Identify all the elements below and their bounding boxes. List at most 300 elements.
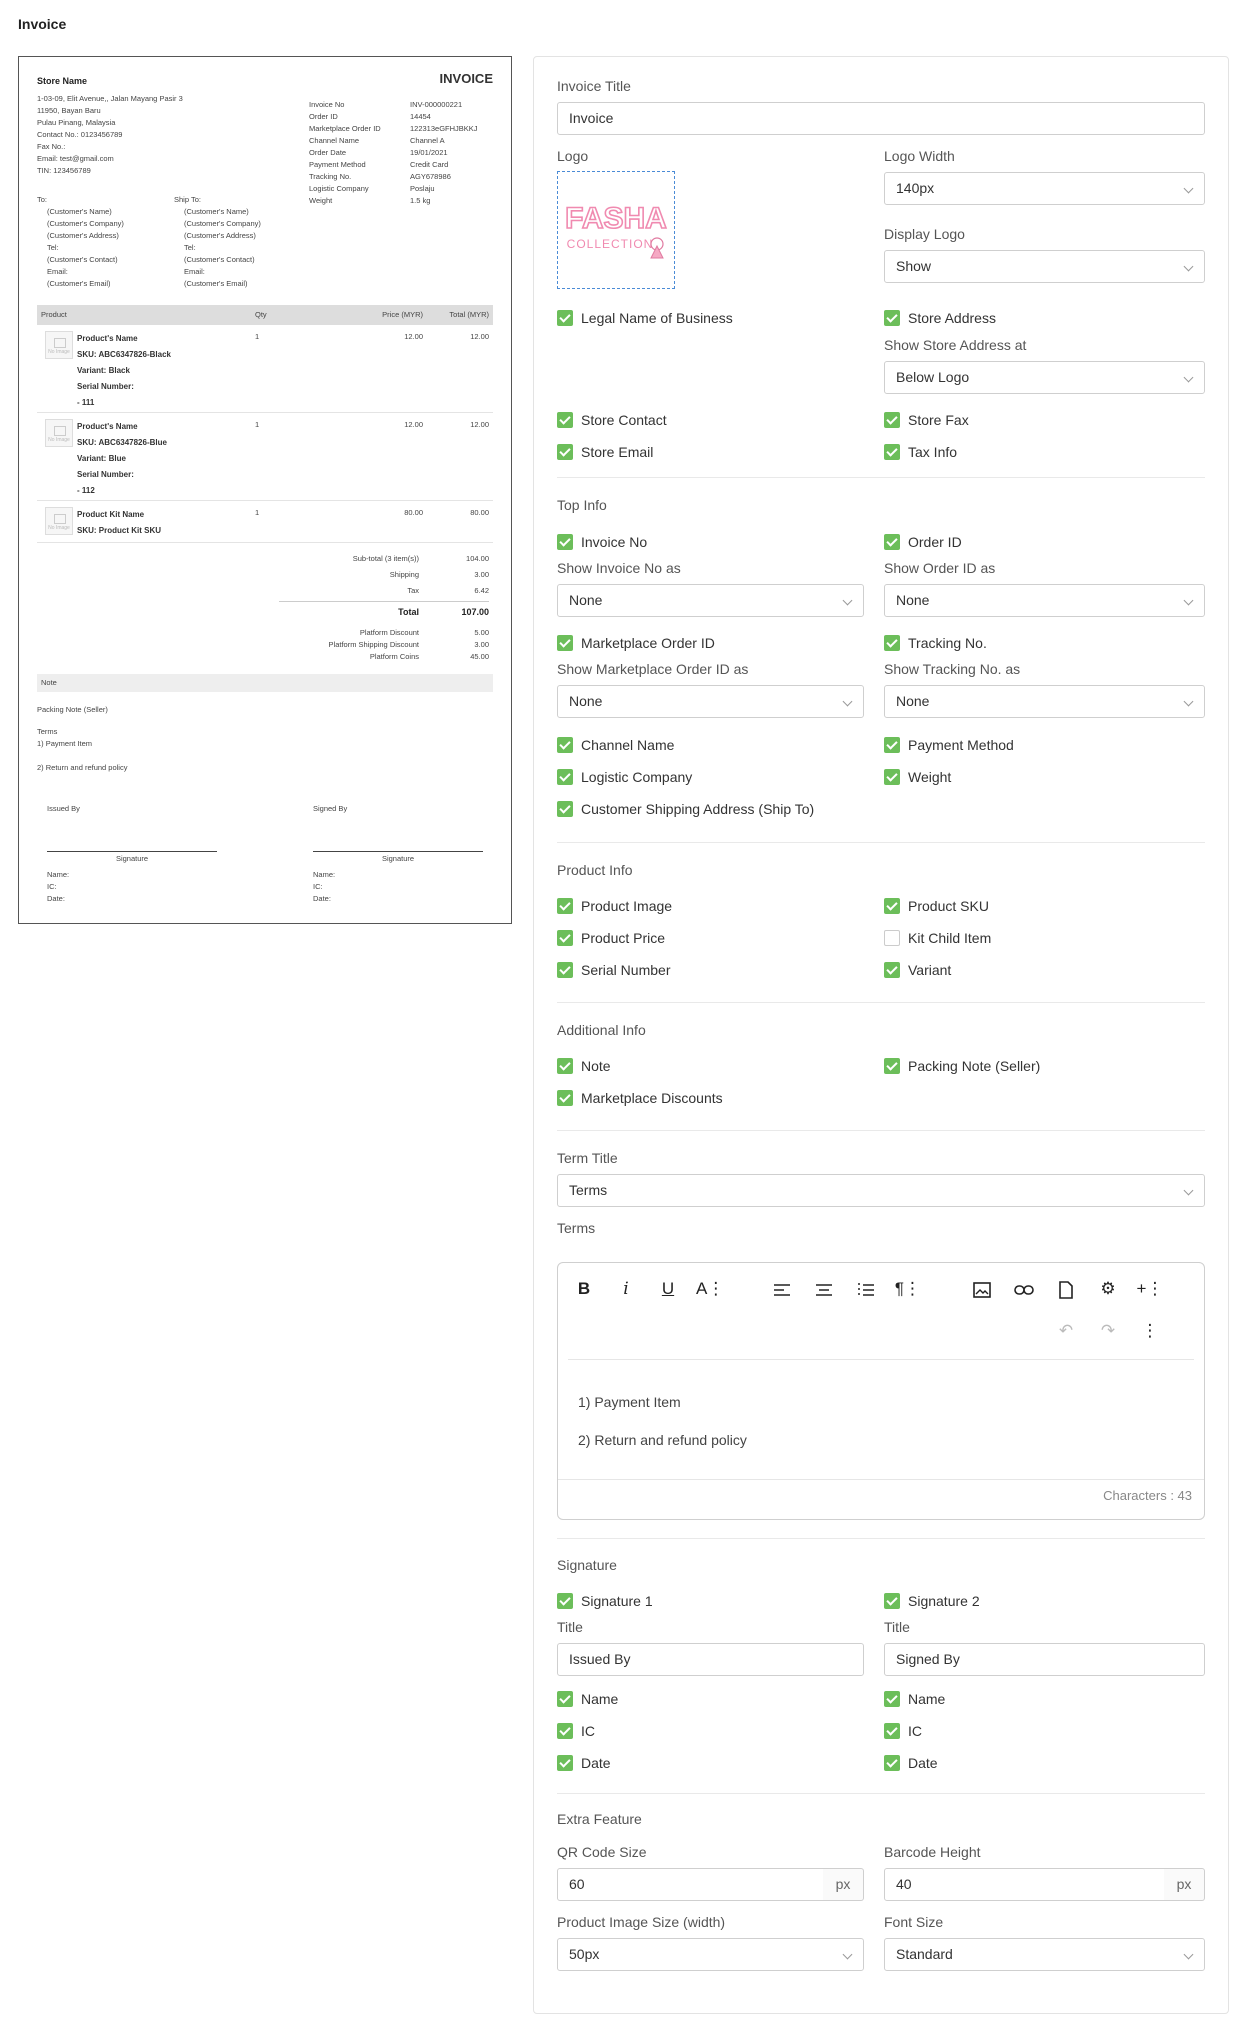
store-contact-checkbox[interactable] <box>557 411 667 429</box>
legal-name-checkbox[interactable] <box>557 309 733 327</box>
checkbox-label: IC <box>908 1723 922 1739</box>
bold-icon[interactable]: B <box>577 1279 591 1298</box>
font-size-icon[interactable]: A⋮ <box>696 1279 725 1298</box>
meta-value: 122313eGFHJBKKJ <box>410 124 478 133</box>
checkbox-label: Weight <box>908 769 952 785</box>
align-center-icon[interactable] <box>810 1275 838 1303</box>
chevron-down-icon <box>843 1950 853 1960</box>
show-store-address-select[interactable] <box>884 361 1205 394</box>
discount-row <box>279 627 489 639</box>
checkbox-label: Invoice No <box>581 534 648 550</box>
checkbox-checked <box>557 801 573 817</box>
display-logo-select[interactable] <box>884 250 1205 283</box>
to-line: Email: <box>47 267 68 276</box>
terms-title: Terms <box>37 727 58 736</box>
product-qty: 1 <box>255 420 260 429</box>
marketplace-order-id-checkbox[interactable] <box>557 634 715 652</box>
col-product: Product <box>41 310 67 319</box>
editor-line: 2) Return and refund policy <box>578 1432 747 1448</box>
checkbox-checked <box>557 310 573 326</box>
sig2-ic-checkbox[interactable] <box>884 1722 922 1740</box>
meta-row <box>309 183 478 195</box>
term-title-select[interactable] <box>557 1174 1205 1207</box>
preview-invoice-meta <box>309 99 478 207</box>
barcode-height-unit: px <box>1164 1868 1205 1901</box>
checkbox-checked <box>884 444 900 460</box>
meta-key: Weight <box>309 196 333 205</box>
product-info <box>77 419 167 499</box>
sig-field: Date: <box>47 894 65 903</box>
meta-key: Payment Method <box>309 160 366 169</box>
checkbox-label: Packing Note (Seller) <box>908 1058 1041 1074</box>
checkbox-checked <box>884 898 900 914</box>
discount-key: Platform Coins <box>369 652 419 661</box>
summary-key: Shipping <box>389 570 419 579</box>
meta-key: Channel Name <box>309 136 360 145</box>
product-image-size-select[interactable] <box>557 1938 864 1971</box>
product-total: 12.00 <box>470 332 489 341</box>
checkbox-label: Serial Number <box>581 962 671 978</box>
signature-fields <box>47 869 217 905</box>
product-qty: 1 <box>255 332 260 341</box>
product-line: SKU: ABC6347826-Blue <box>77 438 167 447</box>
discount-row <box>279 639 489 651</box>
checkbox-checked <box>884 769 900 785</box>
checkbox-label: Tax Info <box>908 444 958 460</box>
address-line: Fax No.: <box>37 142 66 151</box>
align-left-icon[interactable] <box>768 1275 796 1303</box>
payment-method-checkbox[interactable] <box>884 736 1014 754</box>
ship-to-label: Ship To: <box>174 195 201 204</box>
show-marketplace-select[interactable] <box>557 685 864 718</box>
meta-value: Poslaju <box>410 184 435 193</box>
checkbox-checked <box>884 635 900 651</box>
no-image-text: No Image <box>48 349 70 355</box>
address-line: Contact No.: 0123456789 <box>37 130 123 139</box>
checkbox-checked <box>884 412 900 428</box>
checkbox-checked <box>557 412 573 428</box>
col-price: Price (MYR) <box>382 310 423 319</box>
store-fax-checkbox[interactable] <box>884 411 969 429</box>
checkbox-label: Store Fax <box>908 412 969 428</box>
invoice-title-label: Invoice Title <box>557 78 631 94</box>
checkbox-checked <box>557 1058 573 1074</box>
select-value: None <box>569 592 603 608</box>
divider <box>557 1793 1205 1794</box>
preview-store-address <box>37 93 183 177</box>
logo-label: Logo <box>557 148 589 164</box>
editor-content[interactable] <box>578 1383 747 1459</box>
sig2-title-label: Title <box>884 1619 910 1635</box>
underline-icon[interactable]: U <box>661 1279 675 1298</box>
meta-value: 19/01/2021 <box>410 148 448 157</box>
meta-key: Tracking No. <box>309 172 352 181</box>
checkbox-checked <box>557 1755 573 1771</box>
checkbox-label: Legal Name of Business <box>581 310 733 326</box>
checkbox-checked <box>557 769 573 785</box>
checkbox-label: Name <box>908 1691 946 1707</box>
checkbox-label: Tracking No. <box>908 635 987 651</box>
barcode-height-label: Barcode Height <box>884 1844 981 1860</box>
show-order-id-label: Show Order ID as <box>884 560 996 576</box>
redo-icon[interactable]: ↷ <box>1100 1321 1116 1340</box>
chevron-down-icon <box>1184 1186 1194 1196</box>
product-sku-checkbox[interactable] <box>884 897 989 915</box>
checkbox-checked <box>557 898 573 914</box>
chevron-down-icon <box>1184 596 1194 606</box>
editor-line: 1) Payment Item <box>578 1394 681 1410</box>
weight-checkbox[interactable] <box>884 768 951 786</box>
checkbox-checked <box>884 1691 900 1707</box>
logo-width-select[interactable] <box>884 172 1205 205</box>
checkbox-label: Store Address <box>908 310 996 326</box>
extra-feature-heading: Extra Feature <box>557 1811 642 1827</box>
ship-line: (Customer's Email) <box>184 279 248 288</box>
meta-row <box>309 123 478 135</box>
discount-key: Platform Shipping Discount <box>328 640 419 649</box>
checkbox-label: Marketplace Order ID <box>581 635 715 651</box>
chevron-down-icon <box>1184 373 1194 383</box>
meta-row <box>309 159 478 171</box>
top-info-heading: Top Info <box>557 497 607 513</box>
sig1-ic-checkbox[interactable] <box>557 1722 595 1740</box>
more-insert-icon[interactable]: +⋮ <box>1136 1279 1164 1298</box>
checkbox-label: IC <box>581 1723 595 1739</box>
signed-by-label: Signed By <box>313 804 348 813</box>
ship-line: (Customer's Name) <box>184 207 249 216</box>
sig1-date-checkbox[interactable] <box>557 1754 611 1772</box>
meta-row <box>309 135 478 147</box>
checkbox-checked <box>884 310 900 326</box>
settings-panel <box>533 56 1229 2014</box>
checkbox-unchecked <box>884 930 900 946</box>
to-line: (Customer's Company) <box>47 219 124 228</box>
preview-summary <box>279 551 489 663</box>
insert-file-icon[interactable] <box>1052 1275 1080 1303</box>
checkbox-checked <box>557 444 573 460</box>
checkbox-label: Logistic Company <box>581 769 693 785</box>
checkbox-checked <box>884 962 900 978</box>
product-qty: 1 <box>255 508 260 517</box>
insert-link-icon[interactable] <box>1010 1275 1038 1303</box>
product-line: Product's Name <box>77 334 138 343</box>
total-value: 107.00 <box>461 607 489 617</box>
undo-icon[interactable]: ↶ <box>1058 1321 1074 1340</box>
product-image-checkbox[interactable] <box>557 897 672 915</box>
show-marketplace-label: Show Marketplace Order ID as <box>557 661 749 677</box>
product-line: SKU: ABC6347826-Black <box>77 350 171 359</box>
sig-field: IC: <box>47 882 57 891</box>
no-image-text: No Image <box>48 525 70 531</box>
no-image-text: No Image <box>48 437 70 443</box>
discount-key: Platform Discount <box>359 628 419 637</box>
terms-line: 1) Payment Item <box>37 739 93 748</box>
show-store-address-value: Below Logo <box>896 369 970 385</box>
checkbox-label: Payment Method <box>908 737 1014 753</box>
channel-name-checkbox[interactable] <box>557 736 674 754</box>
product-line: - 111 <box>77 398 95 407</box>
to-label: To: <box>37 195 48 204</box>
preview-packing-note: Packing Note (Seller) <box>37 705 108 714</box>
meta-key: Order ID <box>309 112 338 121</box>
chevron-down-icon <box>1184 262 1194 272</box>
tax-info-checkbox[interactable] <box>884 443 957 461</box>
ship-line: Tel: <box>184 243 196 252</box>
qr-size-input[interactable]: 60 <box>557 1868 824 1901</box>
summary-value: 6.42 <box>474 586 489 595</box>
product-price: 12.00 <box>404 332 423 341</box>
meta-value: 14454 <box>410 112 431 121</box>
kit-child-checkbox[interactable] <box>884 929 991 947</box>
show-tracking-select[interactable] <box>884 685 1205 718</box>
divider <box>557 1002 1205 1003</box>
checkbox-label: Store Email <box>581 444 654 460</box>
product-info <box>77 331 171 411</box>
checkbox-label: Variant <box>908 962 952 978</box>
font-size-select[interactable] <box>884 1938 1205 1971</box>
col-total: Total (MYR) <box>449 310 489 319</box>
terms-line <box>37 750 127 762</box>
checkbox-checked <box>884 1723 900 1739</box>
qr-size-label: QR Code Size <box>557 1844 647 1860</box>
issued-by-label: Issued By <box>47 804 80 813</box>
preview-ship-to <box>174 194 261 290</box>
terms-line: 2) Return and refund policy <box>37 763 128 772</box>
meta-value: Channel A <box>410 136 445 145</box>
product-thumbnail <box>45 507 73 535</box>
sig2-title-input[interactable]: Signed By <box>884 1643 1205 1676</box>
meta-row <box>309 147 478 159</box>
checkbox-label: Note <box>581 1058 611 1074</box>
product-line: Serial Number: <box>77 382 134 391</box>
checkbox-checked <box>557 930 573 946</box>
select-value: None <box>569 693 603 709</box>
show-invoice-no-select[interactable] <box>557 584 864 617</box>
qr-size-unit: px <box>823 1868 864 1901</box>
gear-icon[interactable]: ⚙ <box>1100 1279 1116 1298</box>
address-line: 1-03-09, Elit Avenue,, Jalan Mayang Pasir 3 <box>37 94 183 103</box>
table-row <box>37 325 493 413</box>
logo-upload[interactable] <box>557 171 675 289</box>
summary-row <box>279 583 489 599</box>
signature1-checkbox[interactable] <box>557 1592 653 1610</box>
product-total: 80.00 <box>470 508 489 517</box>
more-options-icon[interactable]: ⋮ <box>1141 1321 1159 1340</box>
invoice-no-checkbox[interactable] <box>557 533 647 551</box>
select-value: None <box>896 592 930 608</box>
to-line: (Customer's Email) <box>47 279 111 288</box>
chevron-down-icon <box>843 697 853 707</box>
customer-shipping-checkbox[interactable] <box>557 800 814 818</box>
product-line: SKU: Product Kit SKU <box>77 526 161 535</box>
discount-value: 3.00 <box>474 640 489 649</box>
summary-value: 3.00 <box>474 570 489 579</box>
sig2-date-checkbox[interactable] <box>884 1754 938 1772</box>
signature-fields <box>313 869 483 905</box>
to-line: (Customer's Contact) <box>47 255 118 264</box>
table-row <box>37 413 493 501</box>
summary-row <box>279 551 489 567</box>
checkbox-checked <box>557 1691 573 1707</box>
logo-image <box>558 172 674 288</box>
italic-icon[interactable]: i <box>623 1279 629 1299</box>
invoice-title-input[interactable]: Invoice <box>557 102 1205 135</box>
checkbox-checked <box>557 635 573 651</box>
product-line: Product's Name <box>77 422 138 431</box>
address-line: TIN: 123456789 <box>37 166 91 175</box>
checkbox-checked <box>557 737 573 753</box>
table-row <box>37 501 493 543</box>
product-info <box>77 507 161 539</box>
checkbox-checked <box>557 1593 573 1609</box>
divider <box>557 1130 1205 1131</box>
product-line: Product Kit Name <box>77 510 145 519</box>
product-info-heading: Product Info <box>557 862 633 878</box>
ship-line: (Customer's Contact) <box>184 255 255 264</box>
ordered-list-icon[interactable] <box>852 1275 880 1303</box>
meta-value: Credit Card <box>410 160 449 169</box>
store-email-checkbox[interactable] <box>557 443 653 461</box>
terms-rich-text-editor[interactable] <box>557 1262 1205 1520</box>
checkbox-checked <box>884 534 900 550</box>
additional-info-heading: Additional Info <box>557 1022 646 1038</box>
meta-row <box>309 99 478 111</box>
chevron-down-icon <box>1184 1950 1194 1960</box>
ship-line: (Customer's Address) <box>184 231 256 240</box>
summary-value: 104.00 <box>466 554 489 563</box>
preview-signature-1 <box>47 803 217 905</box>
divider <box>557 1538 1205 1539</box>
checkbox-label: Channel Name <box>581 737 675 753</box>
product-price-checkbox[interactable] <box>557 929 665 947</box>
toolbar-divider <box>568 1359 1194 1360</box>
invoice-preview <box>18 56 512 924</box>
show-order-id-select[interactable] <box>884 584 1205 617</box>
checkbox-label: Name <box>581 1691 619 1707</box>
checkbox-label: Kit Child Item <box>908 930 992 946</box>
checkbox-label: Date <box>581 1755 611 1771</box>
checkbox-label: Signature 1 <box>581 1593 653 1609</box>
sig2-name-checkbox[interactable] <box>884 1690 945 1708</box>
product-price: 80.00 <box>404 508 423 517</box>
summary-key: Tax <box>407 586 419 595</box>
checkbox-checked <box>557 1723 573 1739</box>
order-id-checkbox[interactable] <box>884 533 962 551</box>
summary-key: Sub-total (3 item(s)) <box>352 554 419 563</box>
sig1-title-label: Title <box>557 1619 583 1635</box>
checkbox-label: Date <box>908 1755 938 1771</box>
show-invoice-no-label: Show Invoice No as <box>557 560 681 576</box>
sig-field: Date: <box>313 894 331 903</box>
logo-width-value: 140px <box>896 180 935 196</box>
preview-store-name: Store Name <box>37 76 88 86</box>
meta-key: Invoice No <box>309 100 345 109</box>
ship-line: (Customer's Company) <box>184 219 261 228</box>
variant-checkbox[interactable] <box>884 961 951 979</box>
tracking-no-checkbox[interactable] <box>884 634 987 652</box>
terms-label: Terms <box>557 1220 596 1236</box>
barcode-height-input[interactable]: 40 <box>884 1868 1165 1901</box>
serial-number-checkbox[interactable] <box>557 961 670 979</box>
select-value: None <box>896 693 930 709</box>
display-logo-value: Show <box>896 258 932 274</box>
logo-width-label: Logo Width <box>884 148 955 164</box>
checkbox-checked <box>884 1058 900 1074</box>
marketplace-discounts-checkbox[interactable] <box>557 1089 723 1107</box>
display-logo-label: Display Logo <box>884 226 965 242</box>
sig-field: Name: <box>47 870 70 879</box>
product-line: - 112 <box>77 486 95 495</box>
chevron-down-icon <box>1184 697 1194 707</box>
meta-row <box>309 195 478 207</box>
to-line: (Customer's Address) <box>47 231 119 240</box>
note-checkbox[interactable] <box>557 1057 611 1075</box>
ship-line: Email: <box>184 267 205 276</box>
sig1-title-input[interactable]: Issued By <box>557 1643 864 1676</box>
select-value: Standard <box>896 1946 953 1962</box>
chevron-down-icon <box>843 596 853 606</box>
summary-row <box>279 567 489 583</box>
preview-note-bar: Note <box>37 674 493 692</box>
to-line: Tel: <box>47 243 59 252</box>
checkbox-checked <box>557 534 573 550</box>
discount-row <box>279 651 489 663</box>
checkbox-checked <box>557 962 573 978</box>
meta-key: Marketplace Order ID <box>309 124 381 133</box>
checkbox-label: Product Price <box>581 930 666 946</box>
show-store-address-label: Show Store Address at <box>884 337 1027 353</box>
address-line: Pulau Pinang, Malaysia <box>37 118 116 127</box>
signature2-checkbox[interactable] <box>884 1592 980 1610</box>
address-line: Email: test@gmail.com <box>37 154 114 163</box>
checkbox-checked <box>884 737 900 753</box>
meta-value: INV-000000221 <box>410 100 463 109</box>
chevron-down-icon <box>1184 184 1194 194</box>
summary-total <box>279 601 489 621</box>
discount-value: 45.00 <box>470 652 489 661</box>
meta-row <box>309 171 478 183</box>
address-line: 11950, Bayan Baru <box>37 106 101 115</box>
checkbox-label: Product SKU <box>908 898 989 914</box>
insert-image-icon[interactable] <box>968 1275 996 1303</box>
logistic-company-checkbox[interactable] <box>557 768 692 786</box>
packing-note-checkbox[interactable] <box>884 1057 1040 1075</box>
preview-bill-to <box>37 194 124 290</box>
checkbox-label: Store Contact <box>581 412 667 428</box>
paragraph-format-icon[interactable]: ¶⋮ <box>894 1279 922 1298</box>
to-line: (Customer's Name) <box>47 207 112 216</box>
col-qty: Qty <box>255 310 267 319</box>
checkbox-checked <box>884 1755 900 1771</box>
product-total: 12.00 <box>470 420 489 429</box>
checkbox-checked <box>884 1593 900 1609</box>
signature-line: Signature <box>47 851 217 865</box>
font-size-label: Font Size <box>884 1914 944 1930</box>
checkbox-label: Signature 2 <box>908 1593 980 1609</box>
meta-key: Order Date <box>309 148 347 157</box>
sig-field: Name: <box>313 870 336 879</box>
signature-line: Signature <box>313 851 483 865</box>
meta-value: AGY678986 <box>410 172 451 181</box>
store-address-checkbox[interactable] <box>884 309 996 327</box>
total-key: Total <box>398 607 419 617</box>
signature-heading: Signature <box>557 1557 617 1573</box>
sig1-name-checkbox[interactable] <box>557 1690 618 1708</box>
meta-row <box>309 111 478 123</box>
show-tracking-label: Show Tracking No. as <box>884 661 1021 677</box>
term-title-label: Term Title <box>557 1150 618 1166</box>
preview-invoice-heading: INVOICE <box>439 71 493 86</box>
